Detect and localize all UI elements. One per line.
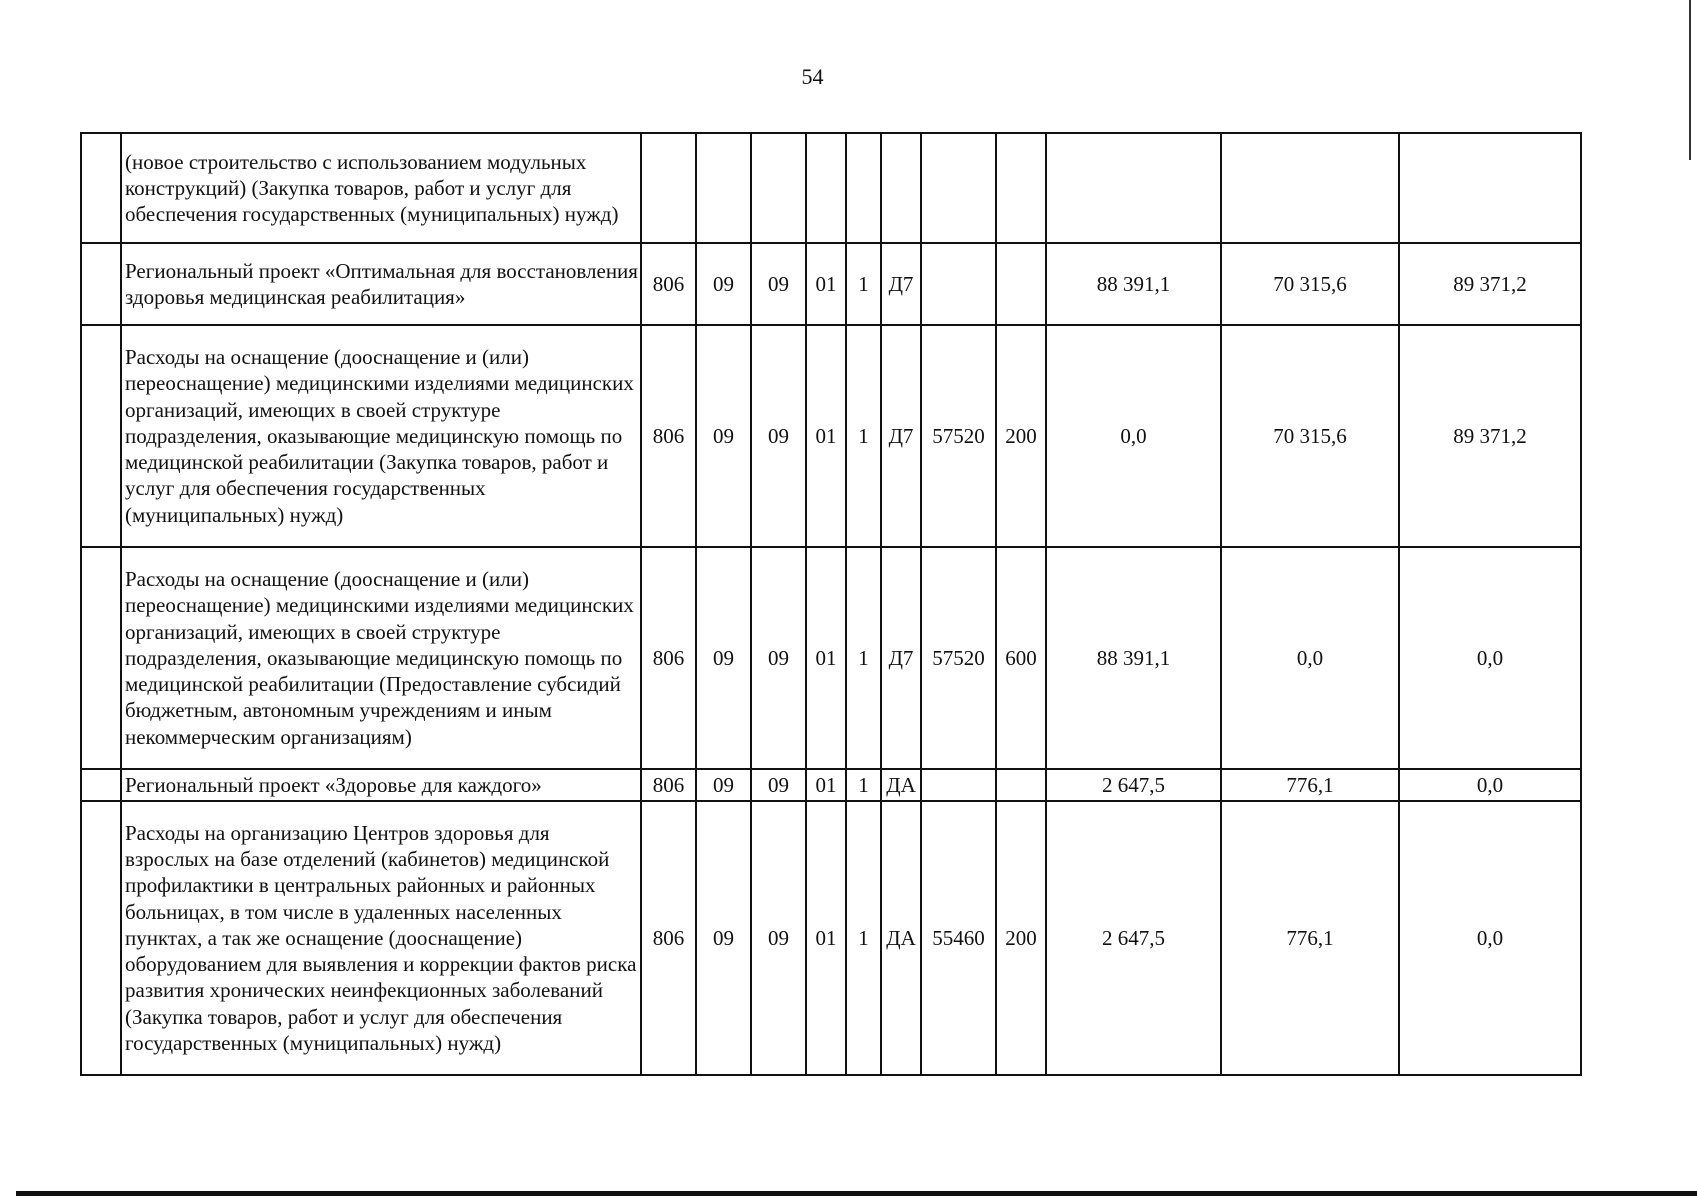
description-cell: Расходы на оснащение (дооснащение и (или) переоснащение) медицинскими изделиями медицинских организаций, имеющих в своей структуре подразделения, оказывающие медицинскую помощь по медицинской реабилитации (Предоставление субсидий бюджетным, автономным учреждениям и иным некоммерческим организациям) bbox=[121, 547, 641, 769]
grbs-cell: 806 bbox=[641, 769, 696, 801]
grbs-cell: 806 bbox=[641, 243, 696, 325]
direction-cell: 57520 bbox=[921, 325, 996, 547]
page-number: 54 bbox=[801, 64, 824, 89]
pr-cell: 09 bbox=[751, 547, 806, 769]
scan-edge-line bbox=[1689, 0, 1691, 160]
sum-1-cell bbox=[1046, 133, 1221, 243]
page-bottom-rule bbox=[16, 1191, 1697, 1196]
sum-1-cell: 2 647,5 bbox=[1046, 769, 1221, 801]
pr-cell: 09 bbox=[751, 243, 806, 325]
program-cell: 01 bbox=[806, 243, 846, 325]
sum-2-cell: 776,1 bbox=[1221, 769, 1399, 801]
table-row bbox=[81, 547, 1581, 769]
sum-2-cell: 776,1 bbox=[1221, 801, 1399, 1075]
grbs-cell: 806 bbox=[641, 801, 696, 1075]
table-row bbox=[81, 801, 1581, 1075]
sum-3-cell bbox=[1399, 133, 1581, 243]
project-cell: Д7 bbox=[881, 547, 921, 769]
vr-cell: 200 bbox=[996, 801, 1046, 1075]
description-cell: Расходы на оснащение (дооснащение и (или) переоснащение) медицинскими изделиями медицинских организаций, имеющих в своей структуре подразделения, оказывающие медицинскую помощь по медицинской реабилитации (Закупка товаров, работ и услуг для обеспечения государственных (муниципальных) нужд) bbox=[121, 325, 641, 547]
project-cell: Д7 bbox=[881, 243, 921, 325]
sum-2-cell: 70 315,6 bbox=[1221, 325, 1399, 547]
rz-cell: 09 bbox=[696, 769, 751, 801]
rz-cell: 09 bbox=[696, 325, 751, 547]
description-cell: Региональный проект «Оптимальная для восстановления здоровья медицинская реабилитация» bbox=[121, 243, 641, 325]
subprogram-cell: 1 bbox=[846, 801, 881, 1075]
row-number-cell bbox=[81, 243, 121, 325]
pr-cell: 09 bbox=[751, 801, 806, 1075]
rz-cell: 09 bbox=[696, 801, 751, 1075]
vr-cell bbox=[996, 769, 1046, 801]
project-cell: Д7 bbox=[881, 325, 921, 547]
grbs-cell: 806 bbox=[641, 325, 696, 547]
table-row bbox=[81, 325, 1581, 547]
subprogram-cell: 1 bbox=[846, 547, 881, 769]
sum-1-cell: 0,0 bbox=[1046, 325, 1221, 547]
sum-3-cell: 89 371,2 bbox=[1399, 325, 1581, 547]
description-cell: (новое строительство с использованием модульных конструкций) (Закупка товаров, работ и услуг для обеспечения государственных (муниципальных) нужд) bbox=[121, 133, 641, 243]
sum-3-cell: 89 371,2 bbox=[1399, 243, 1581, 325]
project-cell: ДА bbox=[881, 769, 921, 801]
budget-table bbox=[80, 132, 1582, 1076]
rz-cell bbox=[696, 133, 751, 243]
rz-cell: 09 bbox=[696, 243, 751, 325]
project-cell bbox=[881, 133, 921, 243]
direction-cell bbox=[921, 133, 996, 243]
description-cell: Расходы на организацию Центров здоровья для взрослых на базе отделений (кабинетов) медицинской профилактики в центральных районных и районных больницах, в том числе в удаленных населенных пунктах, а так же оснащение (дооснащение) оборудованием для выявления и коррекции фактов риска развития хронических неинфекционных заболеваний (Закупка товаров, работ и услуг для обеспечения государственных (муниципальных) нужд) bbox=[121, 801, 641, 1075]
program-cell: 01 bbox=[806, 801, 846, 1075]
vr-cell bbox=[996, 133, 1046, 243]
table-row bbox=[81, 243, 1581, 325]
sum-1-cell: 88 391,1 bbox=[1046, 243, 1221, 325]
grbs-cell: 806 bbox=[641, 547, 696, 769]
table-body bbox=[81, 133, 1581, 1075]
row-number-cell bbox=[81, 325, 121, 547]
project-cell: ДА bbox=[881, 801, 921, 1075]
program-cell: 01 bbox=[806, 769, 846, 801]
direction-cell: 57520 bbox=[921, 547, 996, 769]
sum-1-cell: 2 647,5 bbox=[1046, 801, 1221, 1075]
program-cell: 01 bbox=[806, 325, 846, 547]
sum-3-cell: 0,0 bbox=[1399, 547, 1581, 769]
sum-3-cell: 0,0 bbox=[1399, 769, 1581, 801]
sum-2-cell: 0,0 bbox=[1221, 547, 1399, 769]
direction-cell bbox=[921, 769, 996, 801]
rz-cell: 09 bbox=[696, 547, 751, 769]
row-number-cell bbox=[81, 133, 121, 243]
table-row bbox=[81, 769, 1581, 801]
vr-cell: 600 bbox=[996, 547, 1046, 769]
description-cell: Региональный проект «Здоровье для каждого» bbox=[121, 769, 641, 801]
row-number-cell bbox=[81, 801, 121, 1075]
vr-cell: 200 bbox=[996, 325, 1046, 547]
pr-cell: 09 bbox=[751, 769, 806, 801]
program-cell bbox=[806, 133, 846, 243]
sum-2-cell: 70 315,6 bbox=[1221, 243, 1399, 325]
sum-1-cell: 88 391,1 bbox=[1046, 547, 1221, 769]
subprogram-cell: 1 bbox=[846, 769, 881, 801]
direction-cell bbox=[921, 243, 996, 325]
subprogram-cell: 1 bbox=[846, 243, 881, 325]
grbs-cell bbox=[641, 133, 696, 243]
sum-3-cell: 0,0 bbox=[1399, 801, 1581, 1075]
table-row bbox=[81, 133, 1581, 243]
pr-cell: 09 bbox=[751, 325, 806, 547]
subprogram-cell: 1 bbox=[846, 325, 881, 547]
pr-cell bbox=[751, 133, 806, 243]
direction-cell: 55460 bbox=[921, 801, 996, 1075]
program-cell: 01 bbox=[806, 547, 846, 769]
subprogram-cell bbox=[846, 133, 881, 243]
vr-cell bbox=[996, 243, 1046, 325]
row-number-cell bbox=[81, 547, 121, 769]
row-number-cell bbox=[81, 769, 121, 801]
sum-2-cell bbox=[1221, 133, 1399, 243]
